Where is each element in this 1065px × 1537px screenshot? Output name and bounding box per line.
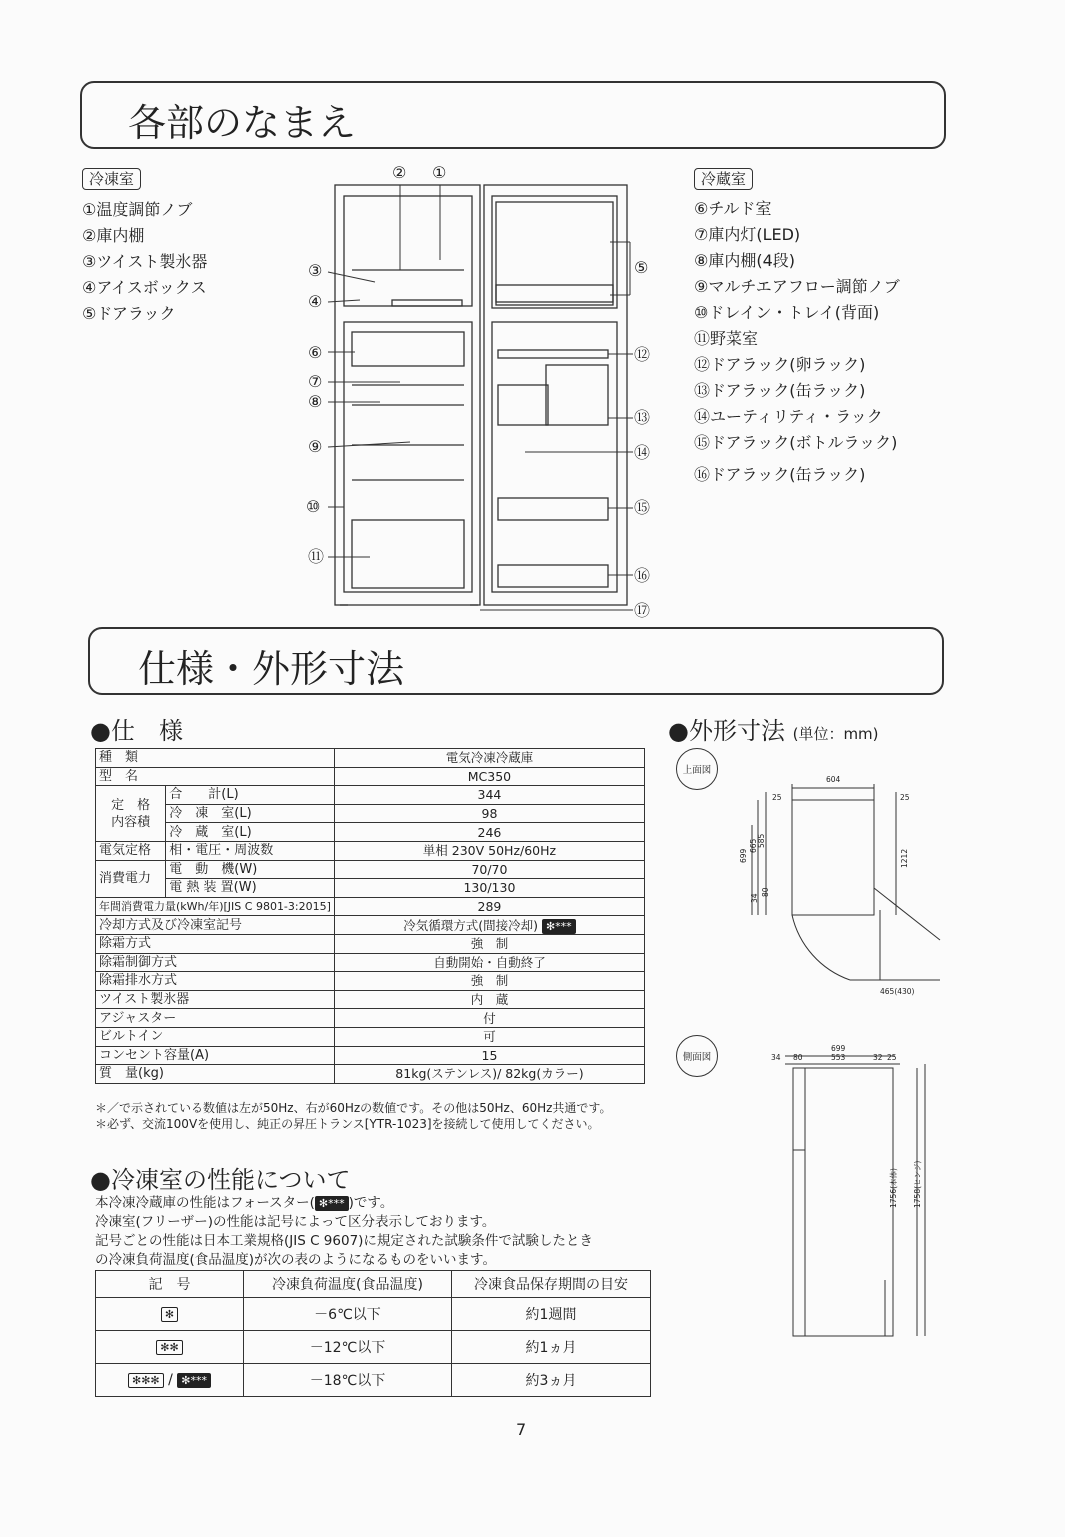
period-cell: 約3ヵ月 — [452, 1364, 651, 1397]
spec-value: 自動開始・自動終了 — [334, 953, 644, 972]
performance-text: 本冷凍冷蔵庫の性能はフォースター( — [95, 1195, 315, 1211]
spec-label: 定 格 内容積 — [96, 786, 166, 842]
spec-value: 内 蔵 — [334, 990, 644, 1009]
callout-10: ⑩ — [306, 497, 321, 516]
spec-value: 15 — [334, 1046, 644, 1065]
specs-title: 仕様・外形寸法 — [138, 647, 405, 691]
mark-separator: / — [168, 1372, 173, 1388]
fridge-part: ⑧庫内棚(4段) — [694, 251, 796, 270]
fridge-parts-list — [694, 196, 900, 488]
top-view-drawing — [740, 770, 955, 1000]
dim-label: 25 — [900, 793, 910, 802]
callout-6: ⑥ — [308, 343, 323, 362]
spec-value: 単相 230V 50Hz/60Hz — [334, 841, 644, 860]
table-row — [96, 804, 645, 823]
callout-4: ④ — [308, 292, 323, 311]
side-view-drawing — [765, 1040, 955, 1340]
fridge-part: ⑯ドアラック(缶ラック) — [694, 465, 866, 484]
fridge-part: ⑬ドアラック(缶ラック) — [694, 381, 866, 400]
dimensions-unit: (単位：mm) — [792, 725, 879, 743]
dim-label: 34 — [750, 893, 759, 903]
table-row — [96, 934, 645, 953]
fridge-part: ⑮ドアラック(ボトルラック) — [694, 433, 898, 452]
dim-label: 585 — [757, 833, 766, 848]
table-row — [96, 879, 645, 898]
table-row — [96, 841, 645, 860]
freezer-part: ①温度調節ノブ — [82, 200, 193, 219]
spec-value: MC350 — [334, 767, 644, 786]
table-row — [96, 1027, 645, 1046]
spec-label: 相・電圧・周波数 — [166, 841, 335, 860]
dim-label: 604 — [826, 775, 841, 784]
fridge-part: ⑨マルチエアフロー調節ノブ — [694, 277, 900, 296]
freezer-parts-list — [82, 197, 207, 327]
table-row — [96, 972, 645, 991]
dim-label: 80 — [761, 887, 770, 897]
table-row — [96, 1009, 645, 1028]
dim-label: 34 — [771, 1053, 781, 1062]
spec-value: 246 — [334, 823, 644, 842]
spec-label: 冷却方式及び冷凍室記号 — [96, 916, 335, 935]
table-row — [96, 1298, 651, 1331]
temp-cell: －18℃以下 — [244, 1364, 452, 1397]
callout-9: ⑨ — [308, 437, 323, 456]
spec-value: 強 制 — [334, 972, 644, 991]
fridge-part: ⑫ドアラック(卵ラック) — [694, 355, 866, 374]
callout-11: ⑪ — [308, 547, 325, 566]
fridge-part: ⑩ドレイン・トレイ(背面) — [694, 303, 880, 322]
dim-label: 80 — [793, 1053, 803, 1062]
spec-label: アジャスター — [96, 1009, 335, 1028]
spec-label: 電気定格 — [96, 841, 166, 860]
callout-15: ⑮ — [634, 498, 651, 517]
spec-label: 消費電力 — [96, 860, 166, 897]
performance-para2: 冷凍室(フリーザー)の性能は記号によって区分表示しております。 — [95, 1214, 496, 1230]
table-header-row — [96, 1271, 651, 1298]
performance-para3: 記号ごとの性能は日本工業規格(JIS C 9607)に規定された試験条件で試験したとき — [95, 1233, 593, 1249]
spec-label: 型 名 — [96, 767, 335, 786]
spec-label: 電 熱 装 置(W) — [166, 879, 335, 898]
dimensions-title — [668, 711, 879, 746]
performance-title: ●冷凍室の性能について — [90, 1166, 351, 1194]
spec-label: 冷 蔵 室(L) — [166, 823, 335, 842]
dim-label: 553 — [831, 1053, 846, 1062]
spec-label: 合 計(L) — [166, 786, 335, 805]
spec-value: 344 — [334, 786, 644, 805]
top-view-badge: 上面図 — [676, 748, 718, 790]
table-row — [96, 1065, 645, 1084]
two-star-mark: ✻✻ — [156, 1340, 182, 1355]
table-header: 記 号 — [96, 1271, 244, 1298]
freezer-part: ③ツイスト製氷器 — [82, 252, 208, 271]
table-header: 冷凍負荷温度(食品温度) — [244, 1271, 452, 1298]
spec-value: 電気冷凍冷蔵庫 — [334, 749, 644, 768]
performance-para1 — [95, 1194, 393, 1213]
table-row — [96, 897, 645, 916]
fridge-part: ⑪野菜室 — [694, 329, 759, 348]
table-header: 冷凍食品保存期間の目安 — [452, 1271, 651, 1298]
spec-value: 289 — [334, 897, 644, 916]
spec-value: 冷気循環方式(間接冷却) — [403, 917, 538, 933]
spec-label: 電 動 機(W) — [166, 860, 335, 879]
table-row — [96, 823, 645, 842]
spec-value: 81kg(ステンレス)/ 82kg(カラー) — [334, 1065, 644, 1084]
fridge-part: ⑭ユーティリティ・ラック — [694, 407, 883, 426]
performance-para4: の冷凍負荷温度(食品温度)が次の表のようになるものをいいます。 — [95, 1252, 496, 1268]
table-row — [96, 1046, 645, 1065]
spec-label: コンセント容量(A) — [96, 1046, 335, 1065]
fridge-label: 冷蔵室 — [694, 168, 753, 190]
dim-label: 32 — [873, 1053, 883, 1062]
spec-label: 除霜制御方式 — [96, 953, 335, 972]
dim-label: 665 — [749, 838, 758, 853]
table-row — [96, 916, 645, 935]
dim-label: 25 — [772, 793, 782, 802]
spec-value: 付 — [334, 1009, 644, 1028]
callout-8: ⑧ — [308, 392, 323, 411]
dim-label: 699 — [831, 1044, 846, 1053]
four-star-mark: ✻*** — [315, 1196, 349, 1211]
spec-label: 年間消費電力量(kWh/年)[JIS C 9801-3:2015] — [96, 897, 335, 916]
spec-title: ●仕 様 — [90, 717, 183, 745]
table-row — [96, 786, 645, 805]
freezer-part: ②庫内棚 — [82, 226, 145, 245]
temp-cell: －12℃以下 — [244, 1331, 452, 1364]
dim-label: 1756(本体) — [889, 1168, 898, 1208]
callout-13: ⑬ — [634, 408, 651, 427]
four-star-mark: ✻*** — [542, 919, 576, 934]
table-row — [96, 953, 645, 972]
dim-label: 1758(ヒンジ) — [913, 1160, 922, 1208]
spec-label: 質 量(kg) — [96, 1065, 335, 1084]
spec-label: ビルトイン — [96, 1027, 335, 1046]
spec-note: ＊／で示されている数値は左が50Hz、右が60Hzの数値です。その他は50Hz、60Hz共通です。 — [95, 1101, 612, 1115]
temp-cell: －6℃以下 — [244, 1298, 452, 1331]
table-row — [96, 1364, 651, 1397]
dimensions-title-text: ●外形寸法 — [668, 717, 785, 745]
dim-label: 25 — [887, 1053, 897, 1062]
table-row — [96, 990, 645, 1009]
spec-label: 除霜方式 — [96, 934, 335, 953]
period-cell: 約1週間 — [452, 1298, 651, 1331]
spec-label: 冷 凍 室(L) — [166, 804, 335, 823]
callout-14: ⑭ — [634, 443, 651, 462]
table-row — [96, 767, 645, 786]
spec-value: 強 制 — [334, 934, 644, 953]
spec-label: 種 類 — [96, 749, 335, 768]
spec-label: ツイスト製氷器 — [96, 990, 335, 1009]
four-star-mark: ✻*** — [177, 1373, 211, 1388]
freezer-part: ⑤ドアラック — [82, 304, 176, 323]
spec-label: 除霜排水方式 — [96, 972, 335, 991]
callout-3: ③ — [308, 261, 323, 280]
callout-12: ⑫ — [634, 345, 651, 364]
dim-label: 465(430) — [880, 987, 915, 996]
table-row — [96, 1331, 651, 1364]
performance-table — [95, 1270, 651, 1397]
freezer-label: 冷凍室 — [82, 168, 141, 190]
table-row — [96, 860, 645, 879]
callout-16: ⑯ — [634, 566, 651, 585]
side-view-badge: 側面図 — [676, 1035, 718, 1077]
callout-2: ② — [392, 163, 407, 182]
three-star-mark: ✻✻✻ — [128, 1373, 164, 1388]
spec-table — [95, 748, 645, 1084]
spec-note: ＊必ず、交流100Vを使用し、純正の昇圧トランス[YTR-1023]を接続して使用してください。 — [95, 1117, 600, 1131]
table-row — [96, 749, 645, 768]
fridge-part: ⑦庫内灯(LED) — [694, 225, 801, 244]
names-title: 各部のなまえ — [128, 101, 357, 145]
dim-label: 1212 — [900, 848, 909, 868]
spec-value: 可 — [334, 1027, 644, 1046]
spec-value: 70/70 — [334, 860, 644, 879]
fridge-part: ⑥チルド室 — [694, 199, 772, 218]
dim-label: 699 — [739, 848, 748, 863]
page-number: 7 — [516, 1420, 527, 1439]
callout-17: ⑰ — [634, 601, 651, 620]
performance-text: )です。 — [348, 1195, 394, 1211]
callout-5: ⑤ — [634, 258, 649, 277]
freezer-part: ④アイスボックス — [82, 278, 207, 297]
spec-value: 98 — [334, 804, 644, 823]
spec-value: 130/130 — [334, 879, 644, 898]
refrigerator-diagram — [300, 160, 670, 620]
callout-7: ⑦ — [308, 372, 323, 391]
period-cell: 約1ヵ月 — [452, 1331, 651, 1364]
callout-1: ① — [432, 163, 447, 182]
one-star-mark: ✻ — [161, 1307, 178, 1322]
